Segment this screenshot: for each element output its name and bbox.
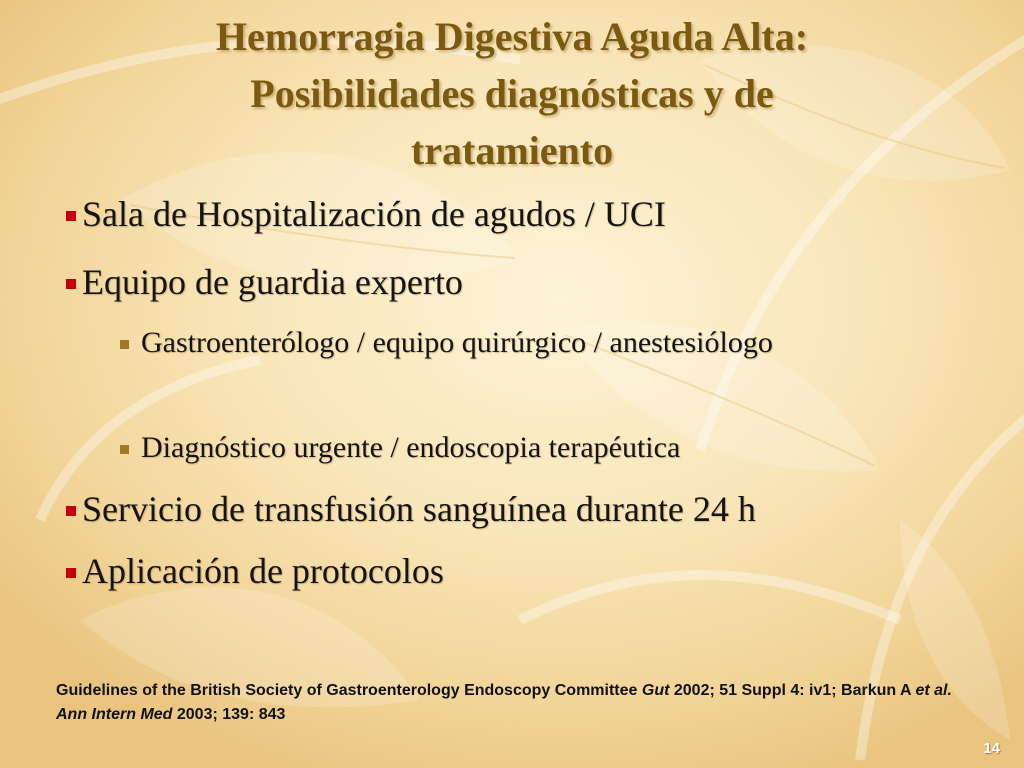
bullet-text: Equipo de guardia experto xyxy=(82,262,463,302)
bullet-item xyxy=(62,260,463,304)
square-bullet-icon xyxy=(66,568,76,578)
journal-name: Ann Intern Med xyxy=(56,706,173,723)
et-al: et al. xyxy=(915,682,952,699)
reference-citation xyxy=(56,679,966,727)
bullet-item xyxy=(62,192,666,236)
bullet-item xyxy=(62,487,756,531)
page-number: 14 xyxy=(983,740,1000,757)
citation-text: 2003; 139: 843 xyxy=(172,706,286,723)
sub-bullet-item xyxy=(118,428,781,468)
sub-bullet-text: Diagnóstico urgente / endoscopia terapéutica xyxy=(141,431,681,464)
sub-bullet-item xyxy=(118,323,781,363)
journal-name: Gut xyxy=(641,682,670,699)
title-line: Hemorragia Digestiva Aguda Alta: xyxy=(215,14,809,59)
citation-text: Guidelines of the British Society of Gastroenterology Endoscopy Committee xyxy=(56,682,642,699)
square-bullet-icon xyxy=(120,445,129,454)
square-bullet-icon xyxy=(66,279,76,289)
citation-text: 2002; 51 Suppl 4: iv1; Barkun A xyxy=(669,682,916,699)
title-line: Posibilidades diagnósticas y de xyxy=(250,71,774,116)
square-bullet-icon xyxy=(120,340,129,349)
square-bullet-icon xyxy=(66,506,76,516)
sub-bullet-text: Gastroenterólogo / equipo quirúrgico / anestesiólogo xyxy=(141,326,773,359)
bullet-text: Servicio de transfusión sanguínea durante 24 h xyxy=(82,489,756,529)
square-bullet-icon xyxy=(66,211,76,221)
bullet-text: Aplicación de protocolos xyxy=(82,551,444,591)
bullet-text: Sala de Hospitalización de agudos / UCI xyxy=(82,194,666,234)
bullet-item xyxy=(62,549,444,593)
title-line: tratamiento xyxy=(410,128,614,173)
